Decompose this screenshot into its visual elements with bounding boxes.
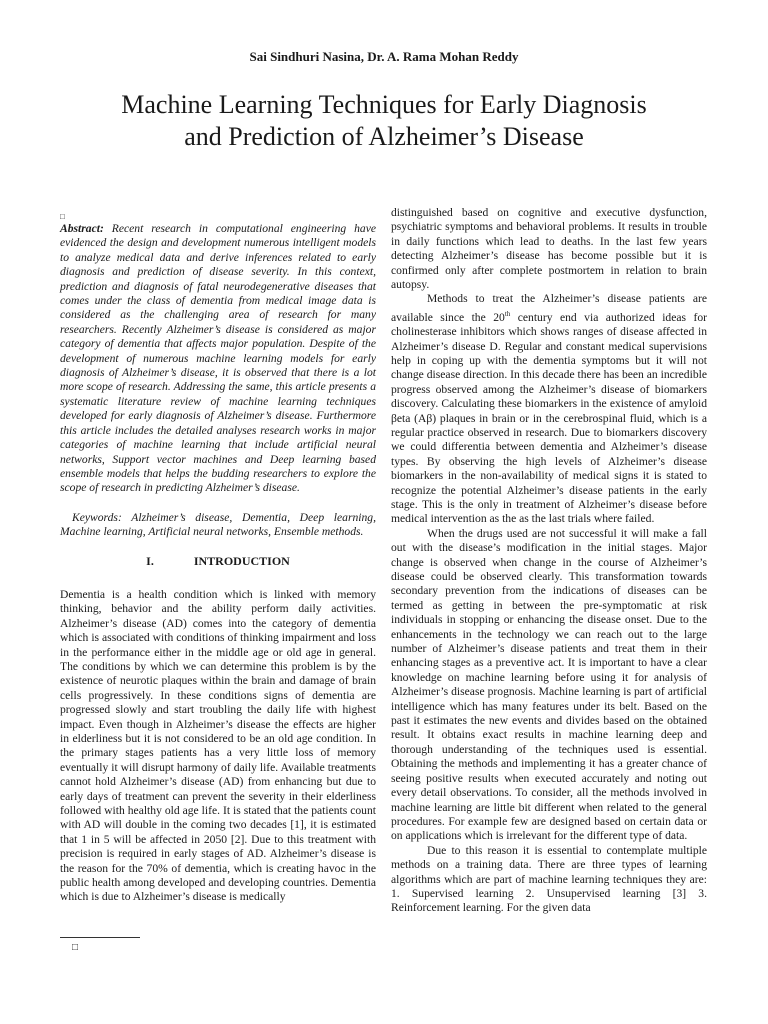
section-title: INTRODUCTION xyxy=(193,553,290,568)
body-paragraph-3: When the drugs used are not successful it will make a fall out with the disease’s modification in the initial stages. Major change is observed when change in the course of Alzheimer’s disease could be observed clearly. This transformation towards secondary prevention from the indications of diseases can be termed as getting in between the pre-symptomatic at risk individuals in stopping or enhancing the disease onset. Due to the enhancements in the technology we can reach out to the large number of Alzheimer’s disease patients and treat them in their enhancing stages as a preventive act. It is important to have a clear knowledge on machine learning before using it for analysis of Alzheimer’s disease prognosis. Machine learning is part of artificial intelligence which has many features under its belt. Based on the past it estimates the new events and divides based on the obtained result. It obtains exact results in machine learning deep and thorough understanding of the techniques used is essential. Obtaining the methods and implementing it has a greater chance of seeing positive results when executed accurately and noting out every detail observations. To consider, all the methods involved in machine learning are little bit different when related to the general procedures. For example few are designed based on certain data or on applications which is irrelevant for the different type of data. xyxy=(391,526,707,843)
section-heading xyxy=(60,554,376,568)
section-number: I. xyxy=(146,553,154,568)
right-column xyxy=(391,206,707,916)
superscript-th: th xyxy=(504,309,511,318)
paper-title: Machine Learning Techniques for Early Diagnosis and Prediction of Alzheimer’s Disease xyxy=(121,90,647,151)
paragraph-2-rest: century end via authorized ideas for cholinesterase inhibitors which shows ranges of disease affected in Alzheimer’s disease D. Regular and constant medical supervisions help in coping up with the dementia symptoms but it will not change disease direction. In this decade there has been an incredible progress observed among the Alzheimer’s disease of biomarkers discovery. Calculating these biomarkers in the existence of amyloid βeta (Aβ) plaques in brain or in the cerebrospinal fluid, which is a regular practice observed in research. Due to biomarkers discovery we could differentia between dementia and Alzheimer’s disease types. By observing the high levels of Alzheimer’s disease biomarkers in the non-availability of medical signs it is stated to recognize the potential Alzheimer’s disease patients in the early stage. This is the only in treatment of Alzheimer’s disease before medical intervention as the as the last trials where failed. xyxy=(391,310,708,526)
footnote-marker: □ xyxy=(72,942,79,953)
abstract-text: Recent research in computational engineering have evidenced the design and development numerous intelligent models to analyze medical data and derive inferences related to early diagnosis and prediction of disease severity. In this context, prediction and diagnosis of fatal neurodegenerative diseases that comes under the class of dementia from medical image data is considered as the challenging area of research for many researchers. Recently Alzheimer’s disease is considered as major category of dementia that affects major population. Despite of the development of numerous machine learning models for early diagnosis of Alzheimer’s disease, it is observed that there is a lot more scope of research. Addressing the same, this article presents a systematic literature review of machine learning techniques developed for early diagnosis of Alzheimer’s disease. Furthermore this article includes the detailed analyses research works in major categories of machine learning that include artificial neural networks, Support vector machines and Deep learning based ensemble models that helps the budding researchers to explore the scope of research in predicting Alzheimer’s disease. xyxy=(60,222,376,495)
affiliation-marker: □ xyxy=(60,212,65,221)
paragraph-2-start: Methods to treat the Alzheimer’s disease patients are available since the 20 xyxy=(391,292,707,324)
body-paragraph-4: Due to this reason it is essential to contemplate multiple methods on a training data. There are three types of learning algorithms which are part of machine learning techniques they are: 1. Supervised learning 2. Unsupervised learning [3] 3. Reinforcement learning. For the given data xyxy=(391,843,707,915)
body-paragraph-2 xyxy=(391,292,707,526)
footnote-divider xyxy=(60,937,140,938)
authors-line: Sai Sindhuri Nasina, Dr. A. Rama Mohan Reddy xyxy=(249,49,519,64)
left-column xyxy=(60,212,376,905)
abstract-label: Abstract: xyxy=(60,222,104,235)
body-paragraph-1: distinguished based on cognitive and executive dysfunction, psychiatric symptoms and behavioral problems. It results in trouble in daily functions which lead to deaths. In the last few years detecting Alzheimer’s disease has become possible but it is confirmed only after complete postmortem in relation to brain autopsy. xyxy=(391,206,707,292)
intro-paragraph: Dementia is a health condition which is linked with memory thinking, behavior and the ability perform daily activities. Alzheimer’s disease (AD) comes into the category of dementia which is associated with conditions of thinking impairment and loss in the performance either in the middle age or old age in general. The conditions by which we can determine this problem is by the existence of neurotic plaques within the brain and damage of brain cells progressively. In these conditions signs of dementia are progressed slowly and start troubling the daily life with highest impact. Even though in Alzheimer’s disease the effects are higher in elderliness but it is not considered to be an old age condition. In the primary stages patients has a very little loss of memory eventually it will disrupt harmony of daily life. Available treatments cannot hold Alzheimer’s disease (AD) from enhancing but due to early days of treatment can prevent the severity in their elderliness followed with healthy old age life. It is stated that the patients count with AD will double in the coming two decades [1], it is estimated that 1 in 5 will be affected in 2050 [2]. Due to this treatment with precision is required in early stages of AD. Alzheimer’s disease is the reason for the 70% of dementia, which is creating havoc in the public health among developed and developing countries. Dementia which is due to Alzheimer’s disease is medically xyxy=(60,587,376,904)
abstract xyxy=(60,222,376,496)
keywords: Keywords: Alzheimer’s disease, Dementia, Deep learning, Machine learning, Artificial neural networks, Ensemble methods. xyxy=(60,510,376,539)
